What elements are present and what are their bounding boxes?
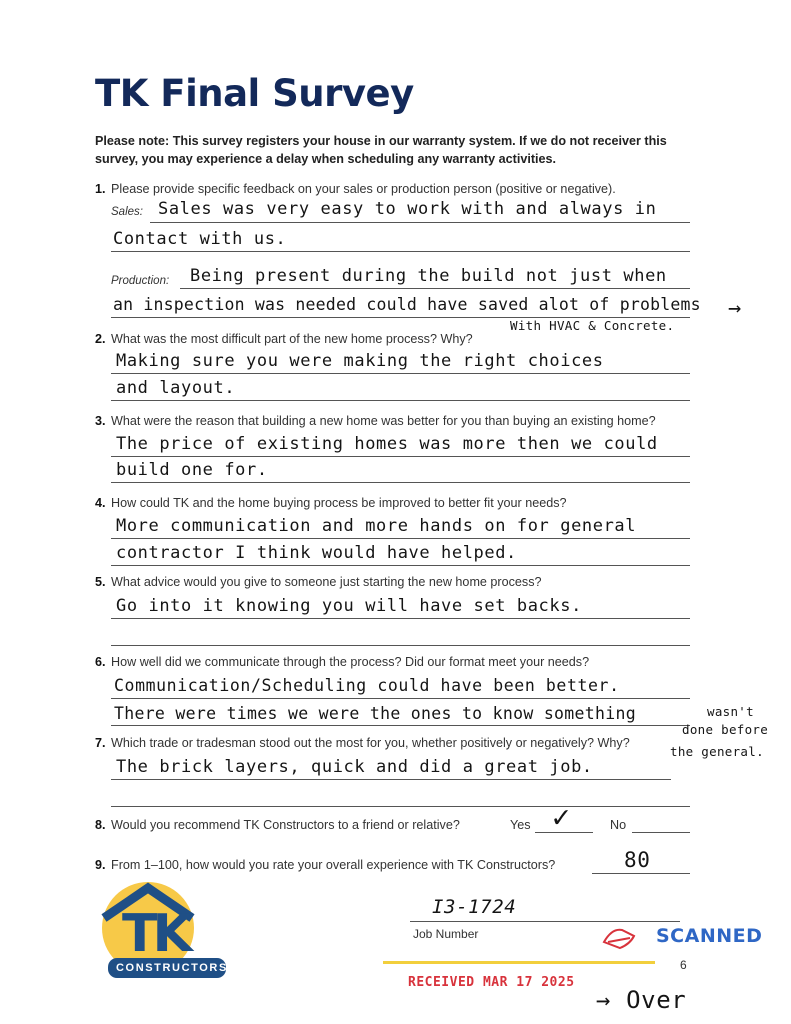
question-number: 5. <box>95 575 106 589</box>
question-6 <box>95 655 589 669</box>
question-number: 2. <box>95 332 106 346</box>
q7-answer-line-1: The brick layers, quick and did a great job. <box>116 757 593 777</box>
answer-line[interactable] <box>111 400 690 401</box>
question-text: From 1–100, how would you rate your overall experience with TK Constructors? <box>111 858 556 872</box>
sales-answer-line-1: Sales was very easy to work with and always in <box>158 199 657 219</box>
question-text: What advice would you give to someone just starting the new home process? <box>111 575 542 589</box>
scanned-stamp: SCANNED <box>656 925 763 947</box>
over-note: → Over <box>596 986 687 1014</box>
question-9 <box>95 858 555 872</box>
question-text: What were the reason that building a new home was better for you than buying an existing home? <box>111 414 656 428</box>
rating-answer: 80 <box>624 848 651 872</box>
q3-answer-line-1: The price of existing homes was more then we could <box>116 434 658 454</box>
yes-label: Yes <box>510 818 531 832</box>
question-8 <box>95 818 460 832</box>
question-1 <box>95 182 616 196</box>
q2-answer-line-2: and layout. <box>116 378 236 398</box>
production-label: Production: <box>111 275 170 287</box>
question-text: Please provide specific feedback on your sales or production person (positive or negative). <box>111 182 616 196</box>
question-number: 8. <box>95 818 106 832</box>
question-text: How well did we communicate through the process? Did our format meet your needs? <box>111 655 590 669</box>
job-number-value: I3-1724 <box>432 896 517 918</box>
answer-line[interactable] <box>111 618 690 619</box>
q5-answer-line-1: Go into it knowing you will have set backs. <box>116 596 582 616</box>
arrow-icon: → <box>728 296 742 321</box>
question-text: What was the most difficult part of the new home process? Why? <box>111 332 473 346</box>
question-number: 6. <box>95 655 106 669</box>
question-4 <box>95 496 567 510</box>
answer-line[interactable] <box>180 288 690 289</box>
answer-line[interactable] <box>111 456 690 457</box>
answer-line[interactable] <box>111 779 671 780</box>
warranty-note: Please note: This survey registers your house in our warranty system. If we do not receiver this survey, you may experience a delay when scheduling any warranty activities. <box>95 134 667 166</box>
answer-line[interactable] <box>111 565 690 566</box>
highlight-bar <box>383 961 655 964</box>
q6-answer-line-4: done before <box>682 722 769 737</box>
page-title: TK Final Survey <box>95 72 414 115</box>
q6-answer-line-3: wasn't <box>707 704 754 719</box>
answer-line[interactable] <box>111 806 690 807</box>
answer-line[interactable] <box>111 538 690 539</box>
question-number: 9. <box>95 858 106 872</box>
answer-line[interactable] <box>111 251 690 252</box>
question-text: How could TK and the home buying process be improved to better fit your needs? <box>111 496 567 510</box>
q6-answer-line-2: There were times we were the ones to know something <box>114 704 636 723</box>
scanner-icon <box>600 924 640 957</box>
question-number: 7. <box>95 736 106 750</box>
sales-label: Sales: <box>111 206 143 218</box>
answer-line[interactable] <box>111 645 690 646</box>
q3-answer-line-2: build one for. <box>116 460 268 480</box>
production-answer-line-2: an inspection was needed could have saved alot of problems <box>113 295 701 314</box>
logo-letters: TK <box>122 904 188 964</box>
received-stamp: RECEIVED MAR 17 2025 <box>408 975 575 990</box>
q4-answer-line-2: contractor I think would have helped. <box>116 543 517 563</box>
question-text: Would you recommend TK Constructors to a friend or relative? <box>111 818 460 832</box>
rating-answer-line[interactable] <box>592 873 690 874</box>
q6-answer-line-5: the general. <box>670 744 764 759</box>
job-number-label: Job Number <box>413 927 479 941</box>
question-text: Which trade or tradesman stood out the most for you, whether positively or negatively? Why? <box>111 736 630 750</box>
answer-line[interactable] <box>111 482 690 483</box>
q6-answer-line-1: Communication/Scheduling could have been better. <box>114 676 620 695</box>
answer-line[interactable] <box>111 698 690 699</box>
no-label: No <box>610 818 627 832</box>
question-5 <box>95 575 542 589</box>
job-number-line[interactable] <box>410 921 680 922</box>
question-3 <box>95 414 656 428</box>
page-number: 6 <box>680 958 687 972</box>
sales-answer-line-2: Contact with us. <box>113 229 287 249</box>
no-answer-line[interactable] <box>632 832 690 833</box>
checkmark-icon: ✓ <box>552 800 571 835</box>
question-number: 1. <box>95 182 106 196</box>
production-answer-line-3: With HVAC & Concrete. <box>510 318 675 333</box>
logo-word: CONSTRUCTORS <box>116 962 228 974</box>
answer-line[interactable] <box>150 222 690 223</box>
production-answer-line-1: Being present during the build not just when <box>190 266 667 286</box>
question-2 <box>95 332 473 346</box>
q2-answer-line-1: Making sure you were making the right choices <box>116 351 604 371</box>
question-7 <box>95 736 630 750</box>
answer-line[interactable] <box>111 725 690 726</box>
question-number: 3. <box>95 414 106 428</box>
q4-answer-line-1: More communication and more hands on for general <box>116 516 637 536</box>
tk-constructors-logo <box>86 880 226 980</box>
answer-line[interactable] <box>111 373 690 374</box>
question-number: 4. <box>95 496 106 510</box>
